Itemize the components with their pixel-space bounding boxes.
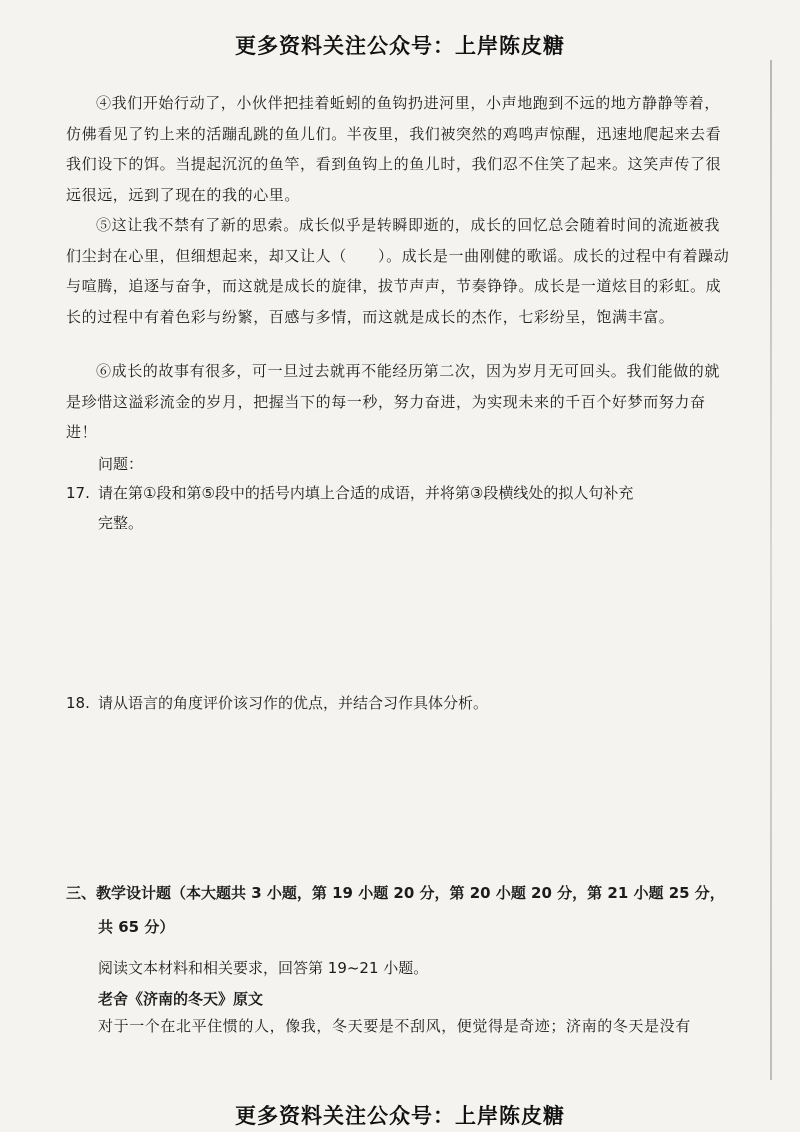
scan-edge-line <box>770 60 772 1080</box>
question-17-line2: 完整。 <box>98 514 144 532</box>
section-3-line2: 共 65 分） <box>98 918 175 936</box>
page-footer: 更多资料关注公众号：上岸陈皮糖 <box>235 1104 565 1128</box>
question-17-number: 17. <box>66 484 90 502</box>
question-17 <box>66 478 730 538</box>
section-3-line1: 三、教学设计题（本大题共 3 小题，第 19 小题 20 分，第 20 小题 20 分，第 21 小题 25 分， <box>66 884 725 902</box>
section-3-heading <box>66 876 730 944</box>
paragraph-5: ⑤这让我不禁有了新的思索。成长似乎是转瞬即逝的，成长的回忆总会随着时间的流逝被我们尘封在心里，但细想起来，却又让人（ ）。成长是一曲刚健的歌谣。成长的过程中有着躁动与喧腾，追逐与奋争，而这就是成长的旋律，拔节声声，节奏铮铮。成长是一道炫目的彩虹。成长的过程中有着色彩与纷繁，百感与多情，而这就是成长的杰作，七彩纷呈，饱满丰富。 <box>66 216 730 326</box>
page-header: 更多资料关注公众号：上岸陈皮糖 <box>235 34 565 58</box>
question-18-text: 请从语言的角度评价该习作的优点，并结合习作具体分析。 <box>98 694 489 712</box>
question-18-number: 18. <box>66 694 90 712</box>
paragraph-4: ④我们开始行动了，小伙伴把挂着蚯蚓的鱼钩扔进河里，小声地跑到不远的地方静静等着，仿佛看见了钓上来的活蹦乱跳的鱼儿们。半夜里，我们被突然的鸡鸣声惊醒，迅速地爬起来去看我们设下的饵。当提起沉沉的鱼竿，看到鱼钩上的鱼儿时，我们忍不住笑了起来。这笑声传了很远很远，远到了现在的我的心里。 <box>66 94 722 204</box>
paragraph-6: ⑥成长的故事有很多，可一旦过去就再不能经历第二次，因为岁月无可回头。我们能做的就是珍惜这溢彩流金的岁月，把握当下的每一秒，努力奋进，为实现未来的千百个好梦而努力奋进！ <box>66 362 721 441</box>
question-17-line1: 请在第①段和第⑤段中的括号内填上合适的成语，并将第③段横线处的拟人句补充 <box>98 484 634 502</box>
excerpt-first-line: 对于一个在北平住惯的人，像我，冬天要是不刮风，便觉得是奇迹；济南的冬天是没有 <box>98 1017 691 1035</box>
section-3-intro: 阅读文本材料和相关要求，回答第 19~21 小题。 <box>98 959 429 977</box>
source-title: 老舍《济南的冬天》原文 <box>98 990 264 1008</box>
question-18 <box>66 688 730 718</box>
questions-label: 问题： <box>98 455 144 473</box>
